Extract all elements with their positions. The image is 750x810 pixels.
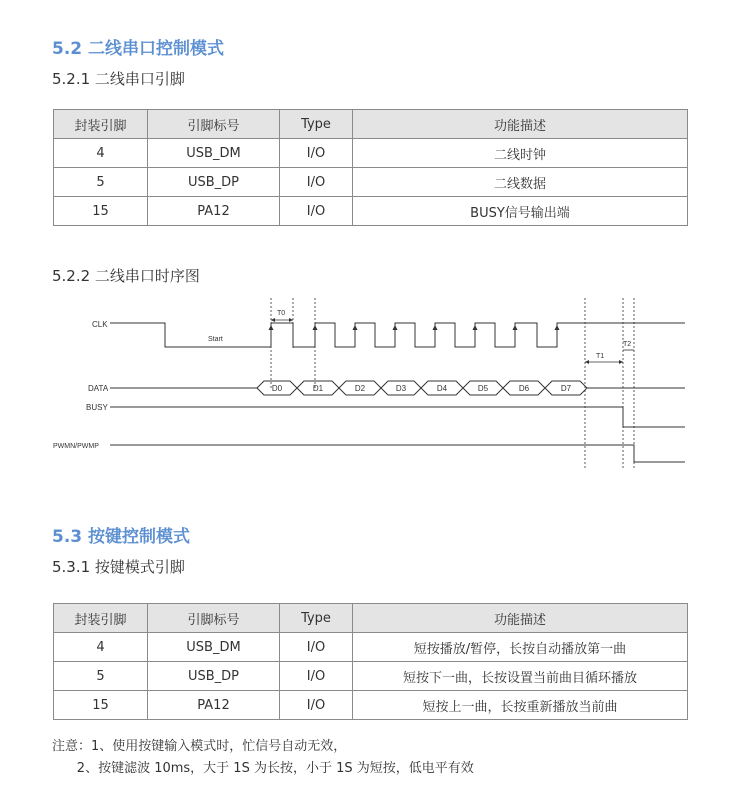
table-header-row [54,604,688,633]
header-pin-label: 引脚标号 [148,110,280,139]
table-row [54,633,688,662]
cell-label: USB_DM [148,633,280,662]
data-bit-d2: D2 [354,384,366,393]
cell-function: 短按下一曲，长按设置当前曲目循环播放 [353,662,688,691]
data-bit-d0: D0 [271,384,283,393]
cell-function: 短按上一曲，长按重新播放当前曲 [353,691,688,720]
t0-label: T0 [277,310,286,317]
cell-label: PA12 [148,691,280,720]
pwm-waveform [110,445,685,462]
cell-function: 二线时钟 [353,139,688,168]
header-package-pin: 封装引脚 [54,604,148,633]
data-bit-d5: D5 [477,384,489,393]
cell-type: I/O [280,633,353,662]
key-pin-table [53,603,688,720]
table-row [54,168,688,197]
t1-label: T1 [596,353,605,360]
cell-label: USB_DM [148,139,280,168]
signal-label-data: DATA [88,384,109,393]
serial-pin-table [53,109,688,226]
header-function: 功能描述 [353,604,688,633]
data-bit-d1: D1 [312,384,324,393]
cell-type: I/O [280,168,353,197]
header-function: 功能描述 [353,110,688,139]
t2-label: T2 [623,341,632,348]
section-5-2-title: 5.2 二线串口控制模式 [52,39,225,59]
section-5-2-2-title: 5.2.2 二线串口时序图 [52,267,200,285]
cell-label: USB_DP [148,168,280,197]
cell-label: USB_DP [148,662,280,691]
cell-type: I/O [280,662,353,691]
table-row [54,139,688,168]
clk-edge-arrows [269,325,560,330]
cell-function: 二线数据 [353,168,688,197]
table-row [54,691,688,720]
cell-label: PA12 [148,197,280,226]
cell-pin: 5 [54,168,148,197]
cell-pin: 15 [54,197,148,226]
cell-pin: 4 [54,633,148,662]
signal-label-busy: BUSY [86,403,108,412]
table-row [54,197,688,226]
cell-type: I/O [280,691,353,720]
data-bit-d7: D7 [560,384,572,393]
data-bit-shapes [257,381,587,395]
header-package-pin: 封装引脚 [54,110,148,139]
note-line-2: 2、按键滤波 10ms，大于 1S 为长按，小于 1S 为短按，低电平有效 [52,761,474,776]
cell-pin: 15 [54,691,148,720]
table-header-row [54,110,688,139]
header-type: Type [280,110,353,139]
timing-diagram [45,290,695,470]
start-label: Start [208,336,223,343]
section-5-3-title: 5.3 按键控制模式 [52,527,191,547]
header-pin-label: 引脚标号 [148,604,280,633]
note-line-1: 注意：1、使用按键输入模式时，忙信号自动无效， [52,739,347,754]
cell-type: I/O [280,197,353,226]
data-bit-d4: D4 [436,384,448,393]
section-5-3-1-title: 5.3.1 按键模式引脚 [52,558,185,576]
cell-type: I/O [280,139,353,168]
header-type: Type [280,604,353,633]
data-bit-d3: D3 [395,384,407,393]
signal-label-pwm: PWMN/PWMP [53,443,99,450]
cell-function: BUSY信号输出端 [353,197,688,226]
cell-pin: 4 [54,139,148,168]
cell-pin: 5 [54,662,148,691]
clk-waveform [110,323,685,347]
cell-function: 短按播放/暂停，长按自动播放第一曲 [353,633,688,662]
table-row [54,662,688,691]
data-bit-d6: D6 [518,384,530,393]
signal-label-clk: CLK [92,320,108,329]
section-5-2-1-title: 5.2.1 二线串口引脚 [52,70,185,88]
busy-waveform [110,407,685,427]
